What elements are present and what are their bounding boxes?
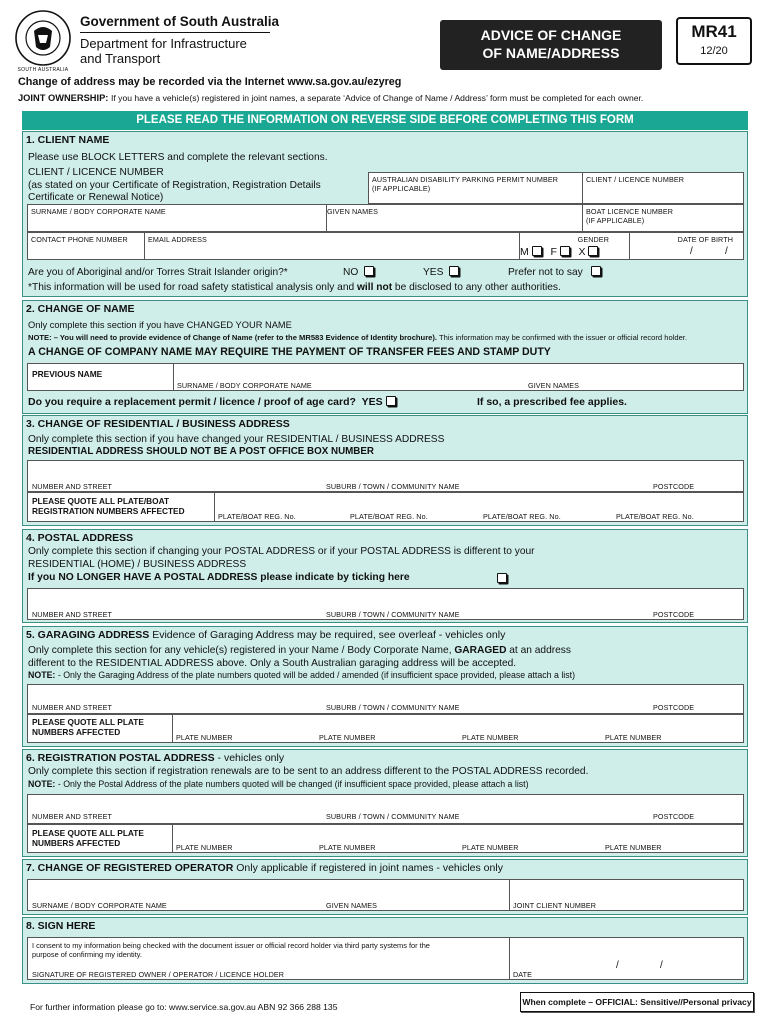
surname-label: SURNAME / BODY CORPORATE NAME	[31, 207, 166, 216]
section-6-title	[26, 752, 284, 764]
replacement-yes-checkbox[interactable]	[386, 396, 396, 406]
residential-postcode-label: POSTCODE	[653, 482, 695, 491]
reg-postal-plate-divider	[172, 825, 173, 852]
disability-permit-field[interactable]	[368, 172, 583, 204]
coat-of-arms-icon	[14, 9, 72, 67]
residential-street-label: NUMBER AND STREET	[32, 482, 112, 491]
block-letters-instruction: Please use BLOCK LETTERS and complete the relevant sections.	[28, 152, 328, 163]
disability-permit-hint: (IF APPLICABLE)	[372, 184, 431, 193]
garaging-plates-field	[27, 714, 744, 743]
reg-postal-address-field[interactable]	[27, 794, 744, 824]
aboriginal-no-checkbox[interactable]	[364, 266, 374, 276]
garaging-instruction-1	[28, 645, 571, 656]
garaging-instruction-2: different to the RESIDENTIAL ADDRESS above. Only a South Australian garaging address will be accepted.	[28, 658, 517, 669]
logo-ring-text: SOUTH AUSTRALIA	[17, 67, 69, 73]
gender-label: GENDER	[577, 235, 609, 244]
change-name-instruction: Only complete this section if you have CHANGED YOUR NAME	[28, 320, 292, 330]
section-3-title: 3. CHANGE OF RESIDENTIAL / BUSINESS ADDRESS	[26, 418, 290, 430]
garaging-quote-line-2: NUMBERS AFFECTED	[32, 727, 121, 737]
contact-phone-field[interactable]	[27, 232, 145, 260]
reg-postal-plates-field	[27, 824, 744, 853]
section-6-title-bold: 6. REGISTRATION POSTAL ADDRESS	[26, 752, 215, 764]
change-name-note-bold: NOTE: – You will need to provide evidence of Change of Name (refer to the MR583 Evidence of Identity brochure).	[28, 333, 438, 342]
postal-address-field[interactable]	[27, 588, 744, 620]
gender-f-checkbox[interactable]	[560, 246, 570, 256]
aboriginal-yes-checkbox[interactable]	[449, 266, 459, 276]
form-date: 12/20	[700, 45, 728, 57]
company-name-warning: A CHANGE OF COMPANY NAME MAY REQUIRE THE PAYMENT OF TRANSFER FEES AND STAMP DUTY	[28, 346, 551, 358]
government-name: Government of South Australia	[80, 14, 280, 29]
client-licence-label: CLIENT / LICENCE NUMBER	[28, 167, 164, 178]
section-change-of-name	[22, 300, 748, 414]
reg-postal-plate-3[interactable]: PLATE NUMBER	[462, 843, 519, 852]
reg-postal-plate-4[interactable]: PLATE NUMBER	[605, 843, 662, 852]
garaging-note-label: NOTE:	[28, 670, 56, 680]
form-code-box	[676, 17, 752, 65]
residential-suburb-label: SUBURB / TOWN / COMMUNITY NAME	[326, 482, 460, 491]
gender-f-label: F	[550, 246, 557, 258]
gender-x-checkbox[interactable]	[588, 246, 598, 256]
no-postal-address-text: If you NO LONGER HAVE A POSTAL ADDRESS please indicate by ticking here	[28, 572, 410, 583]
department-line-1: Department for Infrastructure	[80, 36, 247, 51]
surname-field[interactable]	[27, 204, 327, 232]
operator-field[interactable]	[27, 879, 744, 911]
residential-quote-line-2: REGISTRATION NUMBERS AFFECTED	[32, 506, 185, 516]
boat-licence-label: BOAT LICENCE NUMBER	[586, 207, 674, 216]
statistics-text-bold: will not	[357, 282, 393, 293]
residential-plates-field	[27, 492, 744, 522]
logo-divider	[80, 32, 270, 33]
client-licence-hint-2: Certificate or Renewal Notice)	[28, 192, 164, 203]
residential-plate-2[interactable]: PLATE/BOAT REG. No.	[350, 512, 428, 521]
dob-slash-2: /	[725, 246, 728, 257]
replacement-yes-label: YES	[361, 396, 383, 408]
form-title-box	[440, 20, 662, 70]
replacement-question-text: Do you require a replacement permit / licence / proof of age card?	[28, 396, 356, 408]
given-names-label: GIVEN NAMES	[327, 207, 379, 216]
joint-ownership-notice	[18, 93, 643, 103]
statistics-text-a: *This information will be used for road safety statistical analysis only and	[28, 282, 357, 293]
operator-given-label: GIVEN NAMES	[326, 901, 378, 910]
aboriginal-no-label: NO	[343, 267, 359, 278]
client-licence-number-label: CLIENT / LICENCE NUMBER	[586, 175, 685, 184]
garaging-note	[28, 670, 575, 680]
section-residential-address	[22, 415, 748, 526]
joint-ownership-label: JOINT OWNERSHIP:	[18, 93, 109, 103]
section-8-title: 8. SIGN HERE	[26, 920, 96, 932]
section-7-title-rest: Only applicable if registered in joint names - vehicles only	[233, 862, 503, 874]
operator-divider	[509, 880, 510, 910]
sign-date-slash-2: /	[660, 960, 663, 971]
reg-postal-note-text: - Only the Postal Address of the plate numbers quoted will be changed (if insufficient space provided, please attach a list)	[55, 779, 529, 789]
statistics-text-c: be disclosed to any other authorities.	[392, 282, 561, 293]
signature-field[interactable]	[27, 937, 744, 980]
section-registered-operator	[22, 859, 748, 915]
footer-info: For further information please go to: www.service.sa.gov.au ABN 92 366 288 135	[30, 1002, 338, 1012]
section-5-title	[26, 629, 505, 641]
residential-address-field[interactable]	[27, 460, 744, 492]
change-name-note-rest: This information may be confirmed with the issuer or official record holder.	[437, 333, 688, 342]
garaging-plate-1[interactable]: PLATE NUMBER	[176, 733, 233, 742]
section-6-title-rest: - vehicles only	[214, 752, 285, 764]
change-name-note	[28, 333, 687, 342]
department-line-2: and Transport	[80, 51, 161, 66]
no-postal-address-checkbox[interactable]	[497, 573, 507, 583]
read-info-banner: PLEASE READ THE INFORMATION ON REVERSE SIDE BEFORE COMPLETING THIS FORM	[22, 111, 748, 130]
consent-line-2: purpose of confirming my identity.	[32, 950, 142, 959]
aboriginal-yes	[423, 266, 459, 278]
residential-instruction: Only complete this section if you have changed your RESIDENTIAL / BUSINESS ADDRESS	[28, 434, 445, 445]
section-client-name	[22, 131, 748, 297]
garaging-plate-3[interactable]: PLATE NUMBER	[462, 733, 519, 742]
reg-postal-quote-line-1: PLEASE QUOTE ALL PLATE	[32, 828, 144, 838]
garaging-instruction-1b: GARAGED	[454, 645, 507, 656]
gender-field	[519, 232, 630, 260]
email-label: EMAIL ADDRESS	[148, 235, 207, 244]
gender-m-checkbox[interactable]	[532, 246, 542, 256]
reg-postal-note	[28, 779, 529, 789]
date-label: DATE	[513, 970, 533, 979]
garaging-plate-divider	[172, 715, 173, 742]
garaging-plate-4[interactable]: PLATE NUMBER	[605, 733, 662, 742]
operator-surname-label: SURNAME / BODY CORPORATE NAME	[32, 901, 167, 910]
postal-suburb-label: SUBURB / TOWN / COMMUNITY NAME	[326, 610, 460, 619]
garaging-note-text: - Only the Garaging Address of the plate numbers quoted will be added / amended (if insufficient space provided, please attach a list)	[55, 670, 576, 680]
reg-postal-quote-line-2: NUMBERS AFFECTED	[32, 838, 121, 848]
section-2-title: 2. CHANGE OF NAME	[26, 303, 135, 315]
reg-postal-postcode-label: POSTCODE	[653, 812, 695, 821]
gender-options	[520, 246, 598, 258]
previous-given-label: GIVEN NAMES	[528, 381, 580, 390]
consent-line-1: I consent to my information being checked with the document issuer or official record holder via third party systems for the	[32, 941, 430, 950]
signature-divider	[509, 938, 510, 979]
section-5-title-bold: 5. GARAGING ADDRESS	[26, 629, 150, 641]
statistics-notice	[28, 282, 561, 293]
garaging-address-field[interactable]	[27, 684, 744, 714]
form-code: MR41	[691, 22, 737, 41]
aboriginal-prefer	[508, 266, 601, 278]
aboriginal-prefer-label: Prefer not to say	[508, 267, 583, 278]
residential-quote-line-1: PLEASE QUOTE ALL PLATE/BOAT	[32, 496, 170, 506]
joint-ownership-text: If you have a vehicle(s) registered in joint names, a separate ‘Advice of Change of Name / Address’ form must be completed for each owner.	[110, 93, 644, 103]
postal-street-label: NUMBER AND STREET	[32, 610, 112, 619]
section-sign-here	[22, 917, 748, 984]
aboriginal-prefer-checkbox[interactable]	[591, 266, 601, 276]
garaging-suburb-label: SUBURB / TOWN / COMMUNITY NAME	[326, 703, 460, 712]
prescribed-fee-notice: If so, a prescribed fee applies.	[477, 396, 627, 408]
garaging-instruction-1c: at an address	[506, 645, 571, 656]
garaging-postcode-label: POSTCODE	[653, 703, 695, 712]
residential-plate-1[interactable]: PLATE/BOAT REG. No.	[218, 512, 296, 521]
no-postal-address	[28, 572, 410, 583]
garaging-quote-line-1: PLEASE QUOTE ALL PLATE	[32, 717, 144, 727]
garaging-plate-2[interactable]: PLATE NUMBER	[319, 733, 376, 742]
email-field[interactable]	[144, 232, 520, 260]
residential-plate-divider	[214, 493, 215, 521]
aboriginal-yes-label: YES	[423, 267, 444, 278]
client-licence-number-field[interactable]	[582, 172, 744, 204]
sa-logo	[14, 9, 72, 67]
section-registration-postal	[22, 749, 748, 857]
form-title-line-1: ADVICE OF CHANGE	[480, 27, 622, 43]
aboriginal-no	[343, 266, 374, 278]
section-5-title-rest: Evidence of Garaging Address may be required, see overleaf - vehicles only	[149, 629, 506, 641]
client-licence-hint-1: (as stated on your Certificate of Registration, Registration Details	[28, 180, 321, 191]
postal-instruction-1: Only complete this section if changing your POSTAL ADDRESS or if your POSTAL ADDRESS is different to your	[28, 546, 535, 557]
section-1-title: 1. CLIENT NAME	[26, 134, 110, 146]
previous-name-divider	[173, 364, 174, 390]
date-of-birth-field[interactable]	[629, 232, 744, 260]
reg-postal-suburb-label: SUBURB / TOWN / COMMUNITY NAME	[326, 812, 460, 821]
postal-postcode-label: POSTCODE	[653, 610, 695, 619]
form-title-line-2: OF NAME/ADDRESS	[482, 45, 620, 61]
reg-postal-street-label: NUMBER AND STREET	[32, 812, 112, 821]
boat-licence-field[interactable]	[582, 204, 744, 232]
official-classification: When complete – OFFICIAL: Sensitive//Personal privacy	[520, 992, 754, 1012]
postal-instruction-2: RESIDENTIAL (HOME) / BUSINESS ADDRESS	[28, 559, 247, 570]
date-of-birth-label: DATE OF BIRTH	[677, 235, 733, 244]
previous-surname-label: SURNAME / BODY CORPORATE NAME	[177, 381, 312, 390]
reg-postal-instruction: Only complete this section if registration renewals are to be sent to an address different to the POSTAL ADDRESS recorded.	[28, 766, 589, 777]
dob-slash-1: /	[690, 246, 693, 257]
residential-plate-4[interactable]: PLATE/BOAT REG. No.	[616, 512, 694, 521]
replacement-question	[28, 396, 396, 408]
reg-postal-plate-1[interactable]: PLATE NUMBER	[176, 843, 233, 852]
signature-label: SIGNATURE OF REGISTERED OWNER / OPERATOR / LICENCE HOLDER	[32, 970, 285, 979]
gender-m-label: M	[520, 246, 529, 258]
section-4-title: 4. POSTAL ADDRESS	[26, 532, 134, 544]
garaging-instruction-1a: Only complete this section for any vehicle(s) registered in your Name / Body Corporate Name,	[28, 645, 455, 656]
sign-date-slash-1: /	[616, 960, 619, 971]
gender-x-label: X	[578, 246, 586, 258]
boat-licence-hint: (IF APPLICABLE)	[586, 216, 645, 225]
section-7-title-bold: 7. CHANGE OF REGISTERED OPERATOR	[26, 862, 234, 874]
no-po-box-warning: RESIDENTIAL ADDRESS SHOULD NOT BE A POST OFFICE BOX NUMBER	[28, 446, 374, 457]
reg-postal-plate-2[interactable]: PLATE NUMBER	[319, 843, 376, 852]
previous-name-label: PREVIOUS NAME	[32, 369, 103, 379]
disability-permit-label: AUSTRALIAN DISABILITY PARKING PERMIT NUMBER	[372, 175, 559, 184]
section-postal-address	[22, 529, 748, 623]
section-7-title	[26, 862, 503, 874]
aboriginal-question: Are you of Aboriginal and/or Torres Strait Islander origin?*	[28, 267, 288, 278]
contact-phone-label: CONTACT PHONE NUMBER	[31, 235, 128, 244]
internet-notice: Change of address may be recorded via the Internet www.sa.gov.au/ezyreg	[18, 76, 402, 88]
section-garaging-address	[22, 626, 748, 747]
reg-postal-note-label: NOTE:	[28, 779, 56, 789]
garaging-street-label: NUMBER AND STREET	[32, 703, 112, 712]
previous-name-field[interactable]	[27, 363, 744, 391]
given-names-field[interactable]	[326, 204, 583, 232]
residential-plate-3[interactable]: PLATE/BOAT REG. No.	[483, 512, 561, 521]
joint-client-number-label: JOINT CLIENT NUMBER	[513, 901, 597, 910]
